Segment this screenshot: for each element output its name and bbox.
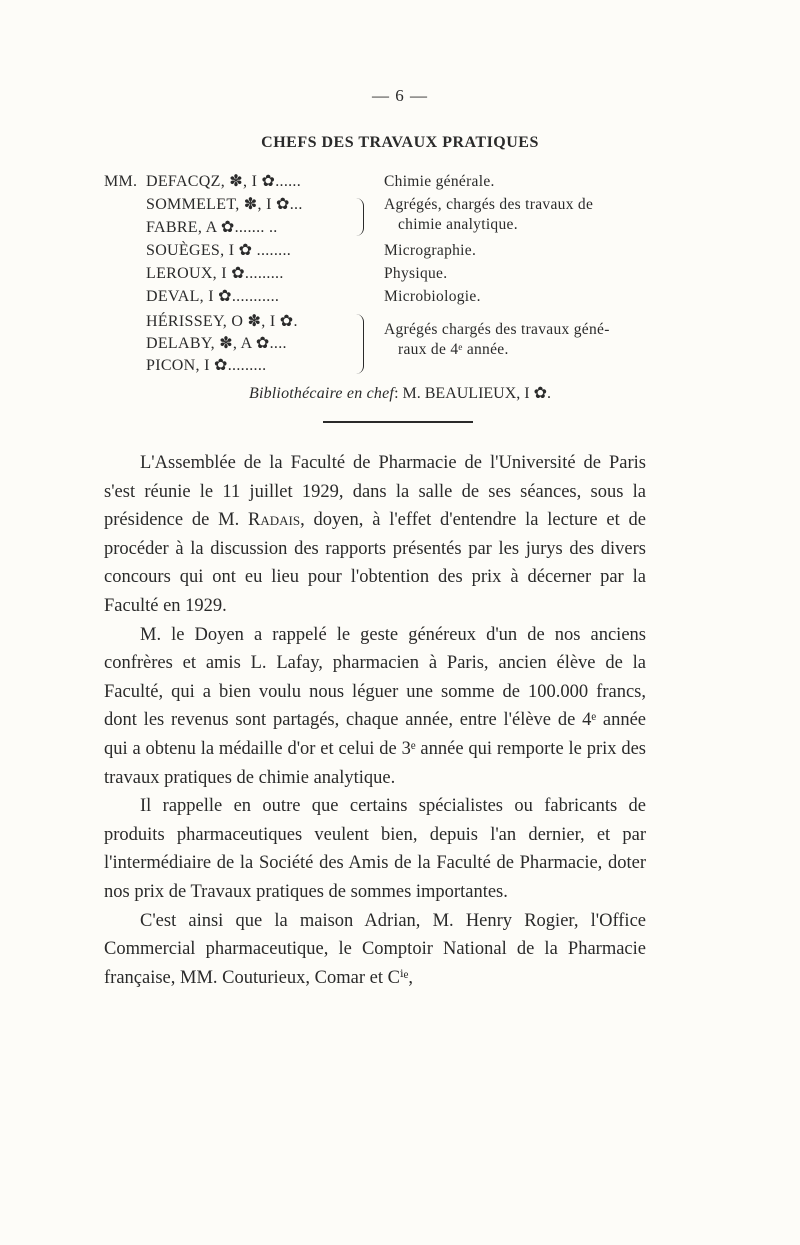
staff-name: SOUÈGES, I ✿ ........ — [146, 242, 292, 259]
section-heading: CHEFS DES TRAVAUX PRATIQUES — [261, 134, 539, 151]
staff-name: DEFACQZ, ✽, I ✿...... — [146, 173, 302, 190]
staff-duty: Chimie générale. — [384, 173, 495, 190]
dean-name: Radais — [248, 510, 301, 531]
paragraph-text: , doyen, à l'effet d'entendre la lecture et de procéder à la discussion des rapports présentés par les jurys des divers concours qui ont eu lieu pour l'obtention des prix à décerner par la Faculté en 1929. — [104, 510, 646, 616]
group-duty-analytique — [384, 195, 654, 235]
staff-row — [104, 287, 664, 307]
page-number: — 6 — — [372, 86, 428, 105]
staff-name: DEVAL, I ✿........... — [146, 288, 280, 305]
group-duty-line: chimie analytique. — [398, 216, 518, 233]
group-duty-line: Agrégés, chargés des travaux de — [384, 196, 594, 213]
section-rule — [323, 421, 473, 423]
staff-name: SOMMELET, ✽, I ✿... — [146, 196, 303, 213]
librarian-line — [0, 383, 800, 403]
staff-name: DELABY, ✽, A ✿.... — [146, 335, 287, 352]
staff-row — [104, 172, 664, 192]
staff-name: FABRE, A ✿....... .. — [146, 219, 278, 236]
group-duty-line: raux de 4ᵉ année. — [398, 341, 509, 358]
librarian-name: M. BEAULIEUX, I ✿. — [402, 385, 552, 402]
staff-name: PICON, I ✿......... — [146, 357, 267, 374]
paragraph: M. le Doyen a rappelé le geste généreux d'un de nos anciens confrères et amis L. Lafay, pharmacien à Paris, ancien élève de la Faculté, qui a bien voulu nous léguer une somme de 100.000 francs, dont les revenus sont partagés, chaque année, entre l'élève de 4ᵉ année qui a obtenu la médaille d'or et celui de 3ᵉ année qui remporte le prix des travaux pratiques de chimie analytique. — [104, 624, 646, 788]
group-brace — [356, 314, 364, 374]
staff-name: HÉRISSEY, O ✽, I ✿. — [146, 313, 298, 330]
staff-duty: Micrographie. — [384, 242, 477, 259]
staff-duty: Physique. — [384, 265, 448, 282]
group-duty-generaux — [384, 320, 654, 360]
group-brace — [356, 198, 364, 236]
librarian-label: Bibliothécaire en chef — [248, 385, 395, 402]
staff-name: LEROUX, I ✿......... — [146, 265, 284, 282]
group-duty-line: Agrégés chargés des travaux géné- — [384, 321, 610, 338]
staff-duty: Microbiologie. — [384, 288, 481, 305]
paragraph: C'est ainsi que la maison Adrian, M. Henry Rogier, l'Office Commercial pharmaceutique, le Comptoir National de la Pharmacie française, MM. Couturieux, Comar et Cⁱᵉ, — [104, 910, 646, 988]
staff-row — [104, 264, 664, 284]
paragraph — [104, 449, 646, 621]
paragraph: Il rappelle en outre que certains spécialistes ou fabricants de produits pharmaceutiques veulent bien, depuis l'an dernier, et par l'intermédiaire de la Société des Amis de la Faculté de Pharmacie, doter nos prix de Travaux pratiques de sommes importantes. — [104, 796, 646, 902]
staff-row — [104, 241, 664, 261]
librarian-separator: : — [394, 385, 403, 402]
paragraph-text: L'Assemblée de la Faculté de Pharmacie de l'Université de Paris s'est réunie le 11 juillet 1929, dans la salle de ses séances, sous la présidence de M. — [104, 453, 646, 531]
body-text — [104, 449, 646, 992]
mm-label: MM. — [104, 173, 138, 190]
